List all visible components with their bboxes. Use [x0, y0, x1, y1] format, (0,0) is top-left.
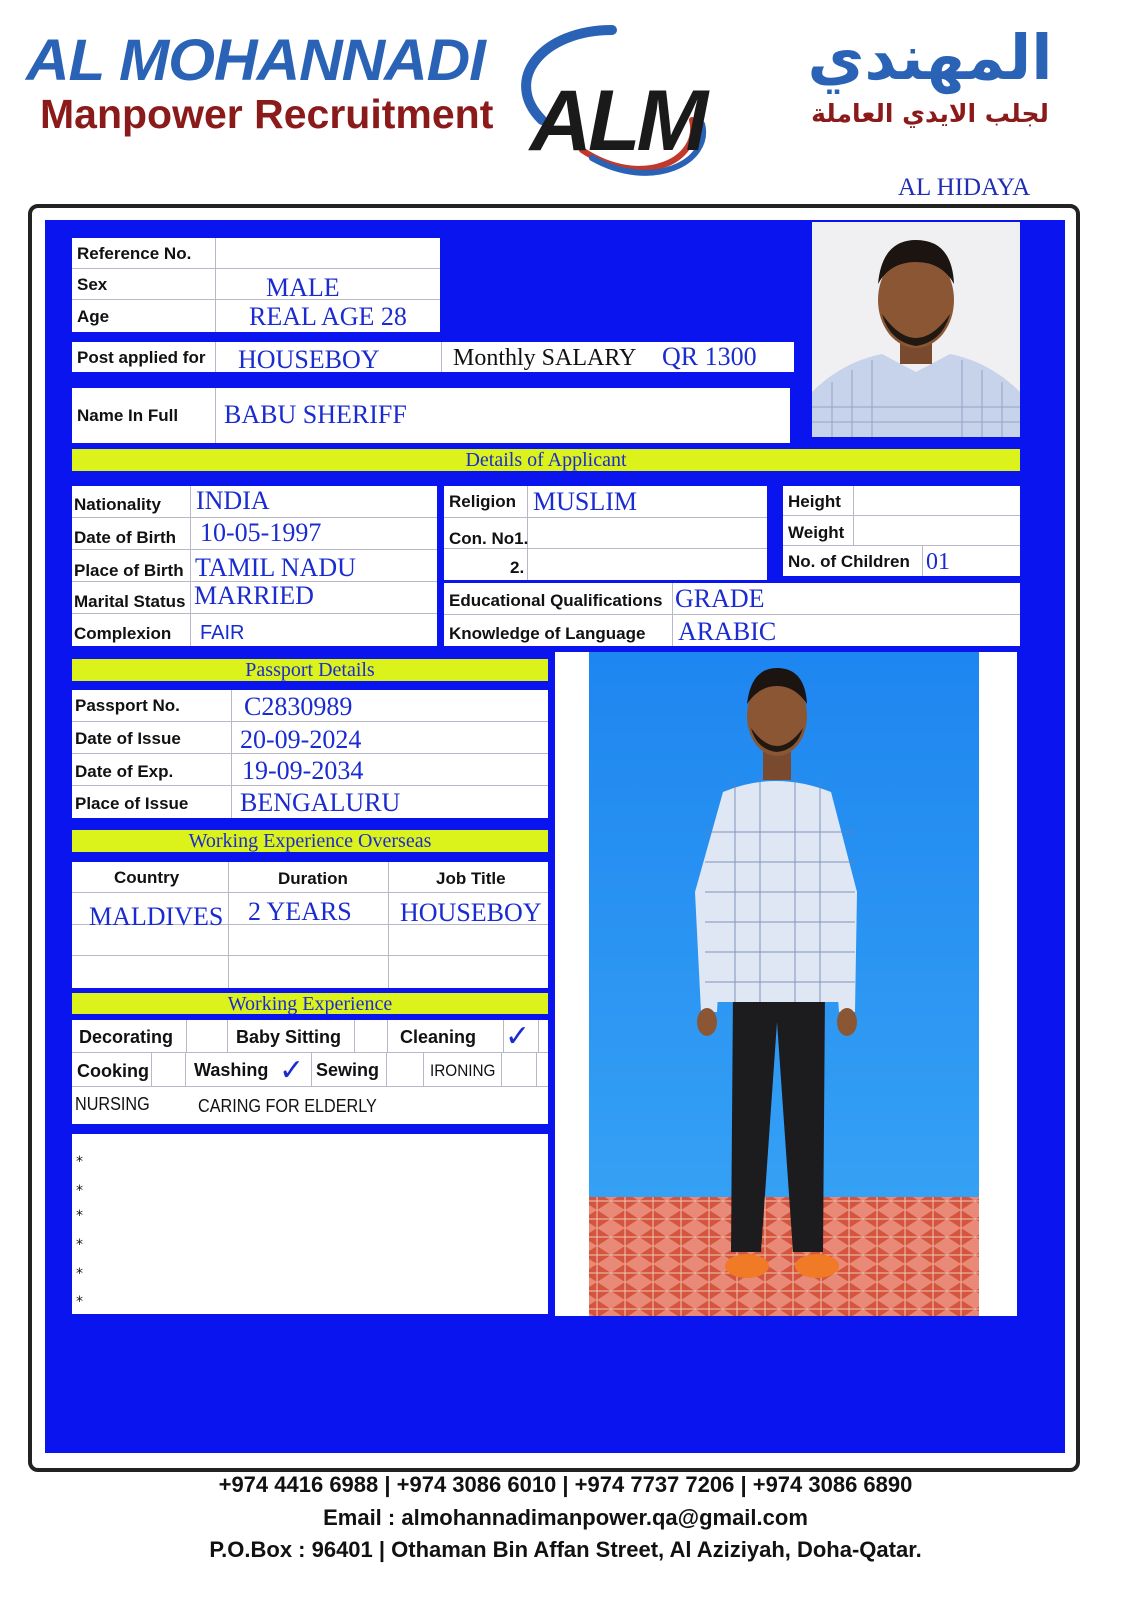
height-row — [783, 486, 1020, 516]
skill-ironing: IRONING — [430, 1061, 496, 1080]
check-icon: ✓ — [279, 1053, 305, 1088]
overseas-header-row — [72, 862, 548, 893]
salary-value: QR 1300 — [662, 342, 757, 371]
language-label: Knowledge of Language — [449, 624, 646, 643]
pob-row — [72, 550, 437, 582]
religion-row — [444, 486, 767, 518]
religion-table — [444, 486, 767, 580]
sex-value: MALE — [266, 273, 340, 302]
contact2-label: 2. — [510, 558, 525, 577]
dob-value: 10-05-1997 — [200, 518, 322, 547]
children-value: 01 — [926, 549, 950, 575]
complexion-value: FAIR — [200, 622, 245, 644]
passport-issue-label: Date of Issue — [75, 729, 181, 748]
note-bullet: * — [76, 1208, 83, 1224]
skills-row-3 — [72, 1087, 548, 1124]
children-row — [783, 546, 1020, 576]
section-title-applicant: Details of Applicant — [72, 449, 1020, 471]
passport-issue-row — [72, 722, 548, 754]
education-table — [444, 583, 1020, 646]
note-bullet: * — [76, 1154, 83, 1170]
company-logo-english — [26, 30, 506, 136]
portrait-image — [812, 222, 1020, 437]
alm-logo-mark — [502, 20, 732, 180]
weight-row — [783, 516, 1020, 546]
height-label: Height — [788, 492, 841, 511]
reference-label: Reference No. — [77, 244, 192, 263]
overseas-duration: 2 YEARS — [248, 897, 352, 926]
nationality-row — [72, 486, 437, 518]
pob-label: Place of Birth — [74, 561, 184, 580]
footer-phones: +974 4416 6988 | +974 3086 6010 | +974 7737 7206 | +974 3086 6890 — [218, 1472, 913, 1497]
alm-logo-text: ALM — [529, 73, 705, 169]
overseas-job: HOUSEBOY — [400, 898, 542, 927]
age-label: Age — [77, 307, 110, 326]
contact1-row — [444, 518, 767, 549]
company-subtitle-en: Manpower Recruitment — [40, 91, 494, 137]
skill-sewing: Sewing — [316, 1060, 380, 1080]
complexion-row — [72, 614, 437, 646]
check-icon: ✓ — [505, 1019, 531, 1054]
language-row — [444, 615, 1020, 646]
skill-cooking: Cooking — [77, 1061, 149, 1081]
passport-place-value: BENGALURU — [240, 788, 401, 817]
overseas-table — [72, 862, 548, 988]
skill-baby-sitting: Baby Sitting — [236, 1027, 342, 1047]
post-row — [72, 342, 794, 372]
marital-row — [72, 582, 437, 614]
passport-expiry-label: Date of Exp. — [75, 762, 174, 781]
footer-address: P.O.Box : 96401 | Othaman Bin Affan Street, Al Aziziyah, Doha-Qatar. — [209, 1537, 922, 1562]
skills-row-2 — [72, 1053, 548, 1087]
company-subtitle-ar: لجلب الايدي العاملة — [811, 99, 1049, 128]
dob-row — [72, 518, 437, 550]
skills-table — [72, 1020, 548, 1124]
passport-place-label: Place of Issue — [75, 794, 189, 813]
col-country: Country — [114, 868, 180, 887]
education-row — [444, 583, 1020, 615]
passport-expiry-value: 19-09-2034 — [242, 756, 364, 785]
name-label: Name In Full — [77, 406, 179, 425]
skill-decorating: Decorating — [79, 1027, 174, 1047]
nationality-label: Nationality — [74, 495, 161, 514]
company-name-en: AL MOHANNADI — [26, 28, 485, 93]
name-row — [72, 388, 790, 443]
name-value: BABU SHERIFF — [224, 400, 407, 429]
post-label: Post applied for — [77, 348, 206, 367]
branch-name: AL HIDAYA — [898, 174, 1031, 201]
religion-value: MUSLIM — [533, 487, 638, 516]
sex-row — [72, 269, 440, 300]
summary-table — [72, 238, 440, 332]
passport-issue-value: 20-09-2024 — [240, 725, 362, 754]
language-value: ARABIC — [678, 617, 777, 646]
weight-label: Weight — [788, 523, 845, 542]
age-row — [72, 300, 440, 332]
company-logo-arabic — [745, 18, 1115, 130]
education-value: GRADE — [675, 584, 765, 613]
passport-number-label: Passport No. — [75, 696, 180, 715]
skill-cleaning: Cleaning — [400, 1027, 477, 1047]
post-value: HOUSEBOY — [238, 345, 380, 374]
sex-label: Sex — [77, 275, 108, 294]
contact2-row — [444, 549, 767, 580]
salary-label: Monthly SALARY — [453, 345, 637, 371]
passport-expiry-row — [72, 754, 548, 786]
footer-email: Email : almohannadimanpower.qa@gmail.com — [323, 1505, 808, 1530]
dob-label: Date of Birth — [74, 528, 176, 547]
overseas-country: MALDIVES — [89, 902, 224, 931]
skill-caring-elderly: CARING FOR ELDERLY — [198, 1096, 377, 1116]
pob-value: TAMIL NADU — [195, 553, 356, 582]
company-name-ar: المهندي — [807, 21, 1053, 94]
full-body-image — [555, 652, 1017, 1316]
note-bullet: * — [76, 1237, 83, 1253]
note-bullet: * — [76, 1183, 83, 1199]
children-label: No. of Children — [788, 552, 910, 571]
marital-label: Marital Status — [74, 592, 186, 611]
note-bullet: * — [76, 1294, 83, 1310]
physical-table — [783, 486, 1020, 576]
skill-nursing: NURSING — [75, 1094, 150, 1114]
section-title-experience: Working Experience — [72, 993, 548, 1014]
skills-row-1 — [72, 1020, 548, 1053]
passport-number-value: C2830989 — [244, 692, 353, 721]
contact1-label: Con. No1. — [449, 529, 529, 548]
education-label: Educational Qualifications — [449, 591, 663, 610]
passport-table — [72, 690, 548, 818]
applicant-table-left — [72, 486, 437, 646]
passport-place-row — [72, 786, 548, 818]
complexion-label: Complexion — [74, 624, 172, 643]
section-title-passport: Passport Details — [72, 659, 548, 681]
col-duration: Duration — [278, 869, 348, 888]
overseas-empty-row — [72, 956, 548, 988]
overseas-empty-row — [72, 925, 548, 956]
col-job-title: Job Title — [436, 869, 506, 888]
section-title-overseas: Working Experience Overseas — [72, 830, 548, 852]
religion-label: Religion — [449, 492, 517, 511]
notes-box — [72, 1134, 548, 1314]
skill-washing: Washing — [194, 1060, 269, 1080]
full-body-photo — [555, 652, 1017, 1316]
portrait-photo — [812, 222, 1020, 437]
reference-row — [72, 238, 440, 269]
passport-number-row — [72, 690, 548, 722]
nationality-value: INDIA — [196, 486, 270, 515]
marital-value: MARRIED — [194, 581, 314, 610]
note-bullet: * — [76, 1266, 83, 1282]
overseas-row — [72, 893, 548, 931]
age-value: REAL AGE 28 — [249, 302, 407, 331]
